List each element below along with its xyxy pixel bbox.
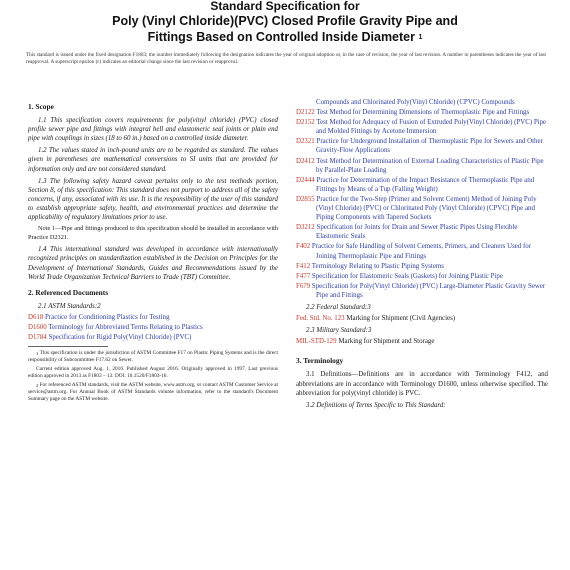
ref-code-link[interactable]: MIL-STD-129 bbox=[296, 338, 337, 346]
para-1-4: 1.4 This international standard was developed in accordance with internationally recognized principles on standardization established in the Decision on Principles for the Development of International Standards, Guides and Recommendations issued by the World Trade Organization Technical Barriers to Trade (TBT) Committee. bbox=[28, 246, 278, 281]
left-column bbox=[28, 96, 278, 405]
title-footnote-mark: 1 bbox=[418, 34, 423, 41]
ref-title-link[interactable]: Practice for Safe Handling of Solvent Cements, Primers, and Cleaners Used for Joining Thermoplastic Pipe and Fittings bbox=[311, 243, 532, 260]
para-1-2: 1.2 The values stated in inch-pound units are to be regarded as standard. The values given in parentheses are mathematical conversions to SI units that are provided for information only and are not considered standard. bbox=[28, 147, 278, 173]
ref-item[interactable] bbox=[296, 282, 548, 300]
ref-item[interactable] bbox=[296, 176, 548, 194]
military-standard-label: 2.3 Military Standard: bbox=[306, 327, 368, 335]
ref-item[interactable] bbox=[296, 262, 548, 271]
para-3-1: 3.1 Definitions—Definitions are in accordance with Terminology F412, and abbreviations are in accordance with Terminology D1600, unless otherwise specified. The abbreviation for poly(vinyl chloride) is PVC. bbox=[296, 371, 548, 397]
astm-footnote-mark: 2 bbox=[97, 301, 101, 310]
ref-title-link[interactable]: Terminology Relating to Plastic Piping Systems bbox=[311, 262, 444, 270]
title-line-2: Poly (Vinyl Chloride)(PVC) Closed Profile Gravity Pipe and bbox=[112, 14, 458, 28]
ref-title-link[interactable]: Test Method for Determination of External Loading Characteristics of Plastic Pipe by Parallel-Plate Loading bbox=[316, 157, 544, 174]
title-line-3 bbox=[0, 30, 570, 45]
footnote-1-text: This specification is under the jurisdiction of ASTM Committee F17 on Plastic Piping Systems and is the direct responsibility of Subcommittee F17.62 on Sewer. bbox=[28, 350, 278, 364]
ref-item[interactable] bbox=[296, 223, 548, 241]
ref-item[interactable] bbox=[28, 333, 278, 342]
ref-item[interactable] bbox=[296, 195, 548, 222]
ref-title-link[interactable]: Terminology for Abbreviated Terms Relating to Plastics bbox=[48, 323, 203, 331]
ref-item[interactable] bbox=[296, 108, 548, 117]
federal-footnote-mark: 3 bbox=[367, 302, 371, 311]
footnote-1-mark: 1 bbox=[36, 351, 39, 357]
ref-code-link[interactable]: Fed. Std. No. 123 bbox=[296, 315, 345, 323]
ref-code-link[interactable]: F412 bbox=[296, 262, 311, 270]
ref-item[interactable] bbox=[296, 272, 548, 281]
ref-title-link[interactable]: Practice for the Two-Step (Primer and Solvent Cement) Method of Joining Poly (Vinyl Chloride) (PVC) or Chlorinated Poly (Vinyl Chloride) (CPVC) Pipe and Piping Components with Tapered Sockets bbox=[316, 195, 537, 222]
ref-title: Marking for Shipment and Storage bbox=[338, 338, 435, 346]
ref-title-link[interactable]: Practice for Determination of the Impact Resistance of Thermoplastic Pipe and Fittings by Means of a Tup (Falling Weight) bbox=[316, 176, 535, 193]
ref-title-link[interactable]: Test Method for Adequacy of Fusion of Extruded Poly(Vinyl Chloride) (PVC) Pipe and Molded Fittings by Acetone Immersion bbox=[316, 119, 547, 136]
ref-item[interactable] bbox=[296, 337, 548, 346]
ref-code-link[interactable]: D2444 bbox=[296, 176, 315, 184]
ref-code-link[interactable]: F402 bbox=[296, 243, 311, 251]
ref-code-link[interactable]: F477 bbox=[296, 272, 311, 280]
federal-standard-label: 2.2 Federal Standard: bbox=[306, 303, 368, 311]
ref-code-link[interactable]: D1600 bbox=[28, 323, 47, 331]
ref-code-link[interactable]: D2152 bbox=[296, 119, 315, 127]
federal-standard-subheading bbox=[306, 303, 548, 312]
ref-title-link[interactable]: Practice for Underground Installation of Thermoplastic Pipe for Sewers and Other Gravity-Flow Applications bbox=[316, 138, 543, 155]
section-terminology-heading: 3. Terminology bbox=[296, 356, 344, 366]
ref-code-link[interactable]: D3212 bbox=[296, 224, 315, 232]
designation-notice: This standard is issued under the fixed designation F1803; the number immediately following the designation indicates the year of original adoption or, in the case of revision, the year of last revision. A number in parentheses indicates the year of last reapproval. A superscript epsilon (ε) indicates an editorial change since the last revision or reapproval. bbox=[26, 52, 546, 65]
ref-item[interactable] bbox=[296, 242, 548, 260]
ref-title-link[interactable]: Specification for Joints for Drain and Sewer Plastic Pipes Using Flexible Elastomeric Seals bbox=[316, 224, 518, 241]
ref-code-link[interactable]: D1784 bbox=[28, 334, 47, 342]
astm-standards-label: 2.1 ASTM Standards: bbox=[38, 302, 98, 310]
footnote-2-mark: 2 bbox=[36, 383, 39, 389]
ref-title-link[interactable]: Compounds and Chlorinated Poly(Vinyl Chloride) (CPVC) Compounds bbox=[316, 99, 515, 106]
ref-code-link[interactable]: D2412 bbox=[296, 157, 315, 165]
ref-title: Marking for Shipment (Civil Agencies) bbox=[346, 315, 456, 323]
ref-item[interactable] bbox=[28, 323, 278, 332]
ref-item[interactable] bbox=[296, 157, 548, 175]
military-footnote-mark: 3 bbox=[367, 326, 372, 335]
title-line-3-text: Fittings Based on Controlled Inside Diameter bbox=[147, 30, 415, 44]
astm-standards-subheading bbox=[38, 302, 278, 311]
para-3-2: 3.2 Definitions of Terms Specific to This Standard: bbox=[306, 401, 446, 409]
ref-title-link[interactable]: Specification for Rigid Poly(Vinyl Chloride) (PVC) bbox=[48, 334, 192, 342]
section-scope-heading: 1. Scope bbox=[28, 102, 54, 111]
ref-continuation[interactable] bbox=[296, 98, 548, 107]
note-1: Note 1—Pipe and fittings produced to this specification should be installed in accordance with Practice D2321. bbox=[28, 225, 278, 241]
military-standard-subheading bbox=[306, 326, 548, 335]
ref-item[interactable] bbox=[28, 313, 278, 322]
footnote-1b: Current edition approved Aug. 1, 2016. Published August 2016. Originally approved in 1997. Last previous edition approved in 2013 as F1803 – 13. DOI: 10.1520/F1803-16. bbox=[28, 366, 278, 380]
ref-code-link[interactable]: D2122 bbox=[296, 109, 315, 117]
right-column bbox=[296, 98, 548, 413]
footnote-2 bbox=[28, 382, 278, 403]
section-referenced-documents-heading: 2. Referenced Documents bbox=[28, 287, 109, 297]
para-1-1: 1.1 This specification covers requirements for poly(vinyl chloride) (PVC) closed profile sewer pipe and fittings with integral bell and elastomeric seal joints or plain end pipe with couplings in sizes (18 to 60 in.) based on a controlled inside diameter. bbox=[28, 117, 278, 143]
footnote-divider bbox=[28, 346, 108, 347]
title-line-1: Standard Specification for bbox=[210, 0, 360, 13]
ref-title-link[interactable]: Practice for Conditioning Plastics for Testing bbox=[45, 313, 170, 321]
para-1-3: 1.3 The following safety hazard caveat pertains only to the test methods portion, Section 8, of this specification: This standard does not purport to address all of the safety concerns, if any, associated with its use. It is the responsibility of the user of this standard to establish appropriate safety, health, and environmental practices and determine the applicability of regulatory limitations prior to use. bbox=[28, 177, 278, 222]
ref-title-link[interactable]: Specification for Elastomeric Seals (Gaskets) for Joining Plastic Pipe bbox=[311, 272, 503, 280]
ref-item[interactable] bbox=[296, 118, 548, 136]
footnote-1 bbox=[28, 350, 278, 364]
footnote-2-text: For referenced ASTM standards, visit the ASTM website, www.astm.org, or contact ASTM Customer Service at service@astm.org. For Annual Book of ASTM Standards volume information, refer to the standard's Document Summary page on the ASTM website. bbox=[28, 382, 278, 403]
ref-title-link[interactable]: Specification for Poly(Vinyl Chloride) (PVC) Large-Diameter Plastic Gravity Sewer Pipe and Fittings bbox=[311, 282, 546, 299]
ref-code-link[interactable]: D618 bbox=[28, 313, 44, 321]
ref-title-link[interactable]: Test Method for Determining Dimensions of Thermoplastic Pipe and Fittings bbox=[316, 109, 530, 117]
ref-code-link[interactable]: D2855 bbox=[296, 195, 315, 203]
ref-item[interactable] bbox=[296, 137, 548, 155]
ref-code-link[interactable]: D2321 bbox=[296, 138, 315, 146]
ref-code-link[interactable]: F679 bbox=[296, 282, 311, 290]
ref-item[interactable] bbox=[296, 314, 548, 323]
